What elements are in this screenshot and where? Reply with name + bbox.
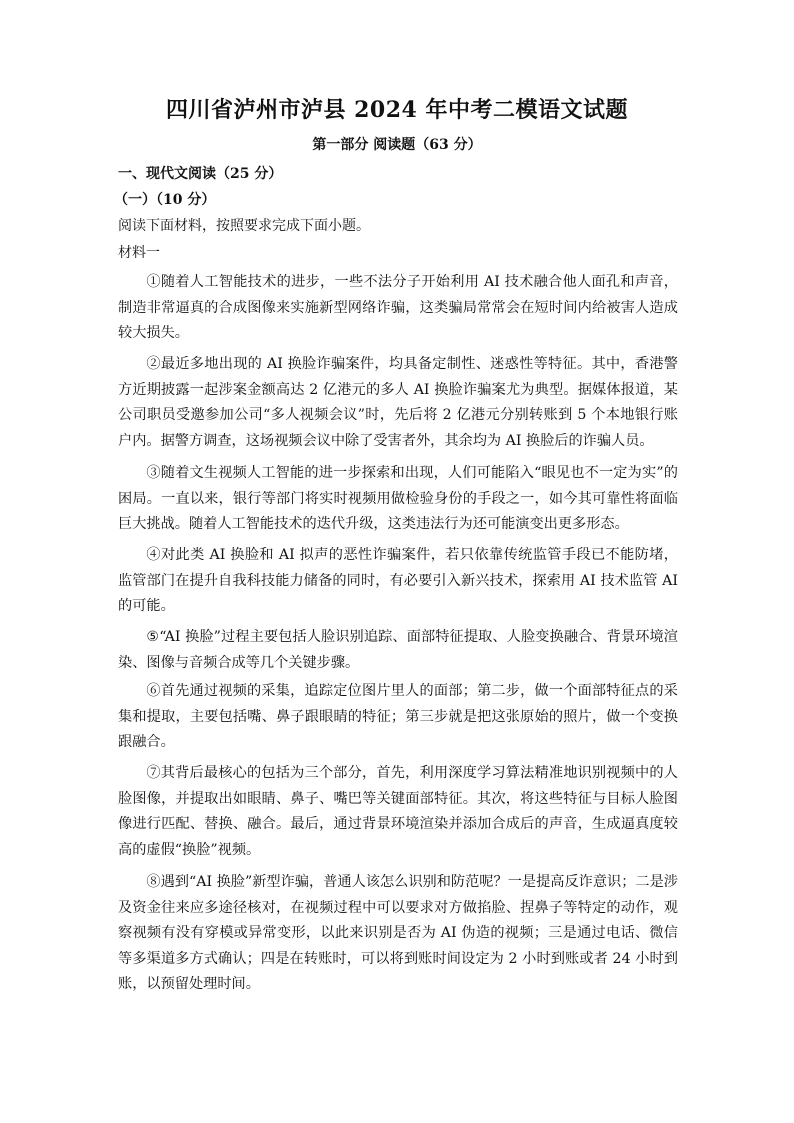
paragraph-8: ⑧遇到“AI 换脸”新型诈骗，普通人该怎么识别和防范呢？一是提高反诈意识；二是涉及资金往来应多途径核对，在视频过程中可以要求对方做掐脸、捏鼻子等特定的动作，观察视频有没有穿模或异常变形，以此来识别是否为 AI 伪造的视频；三是通过电话、微信等多渠道多方式确认；四是在转账时，可以将到账时间设定为 2 小时到账或者 24 小时到账，以预留处理时间。 bbox=[118, 874, 678, 992]
paragraph-5: ⑤“AI 换脸”过程主要包括人脸识别追踪、面部特征提取、人脸变换融合、背景环境渲染、图像与音频合成等几个关键步骤。 bbox=[118, 629, 678, 671]
paragraph-1: ①随着人工智能技术的进步，一些不法分子开始利用 AI 技术融合他人面孔和声音，制造非常逼真的合成图像来实施新型网络诈骗，这类骗局常常会在短时间内给被害人造成较大损失。 bbox=[118, 274, 678, 341]
paragraph-2: ②最近多地出现的 AI 换脸诈骗案件，均具备定制性、迷惑性等特征。其中，香港警方近期披露一起涉案金额高达 2 亿港元的多人 AI 换脸诈骗案尤为典型。据媒体报道，某公司职员受邀参加公司“多人视频会议”时，先后将 2 亿港元分别转账到 5 个本地银行账户内。据警方调查，这场视频会议中除了受害者外，其余均为 AI 换脸后的诈骗人员。 bbox=[118, 356, 678, 449]
paragraph-7: ⑦其背后最核心的包括为三个部分，首先，利用深度学习算法精准地识别视频中的人脸图像，并提取出如眼睛、鼻子、嘴巴等关键面部特征。其次，将这些特征与目标人脸图像进行匹配、替换、融合。最后，通过背景环境渲染并添加合成后的声音，生成逼真度较高的虚假“换脸”视频。 bbox=[118, 765, 678, 858]
section-heading: 一、现代文阅读（25 分） bbox=[118, 166, 283, 182]
paragraph-4: ④对此类 AI 换脸和 AI 拟声的恶性诈骗案件，若只依靠传统监管手段已不能防堵，监管部门在提升自我科技能力储备的同时，有必要引入新兴技术，探索用 AI 技术监管 AI 的可能。 bbox=[118, 547, 678, 614]
part-heading: 第一部分 阅读题（63 分） bbox=[312, 137, 482, 153]
subsection-heading: （一）（10 分） bbox=[114, 192, 216, 208]
paragraph-6: ⑥首先通过视频的采集，追踪定位图片里人的面部；第二步，做一个面部特征点的采集和提取，主要包括嘴、鼻子跟眼睛的特征；第三步就是把这张原始的照片，做一个变换跟融合。 bbox=[118, 683, 678, 750]
paragraph-3: ③随着文生视频人工智能的进一步探索和出现，人们可能陷入“眼见也不一定为实”的困局。一直以来，银行等部门将实时视频用做检验身份的手段之一，如今其可靠性将面临巨大挑战。随着人工智能技术的迭代升级，这类违法行为还可能演变出更多形态。 bbox=[118, 465, 678, 532]
document-title: 四川省泸州市泸县 2024 年中考二模语文试题 bbox=[165, 97, 629, 123]
instruction-text: 阅读下面材料，按照要求完成下面小题。 bbox=[118, 218, 370, 234]
material-label: 材料一 bbox=[118, 245, 160, 261]
